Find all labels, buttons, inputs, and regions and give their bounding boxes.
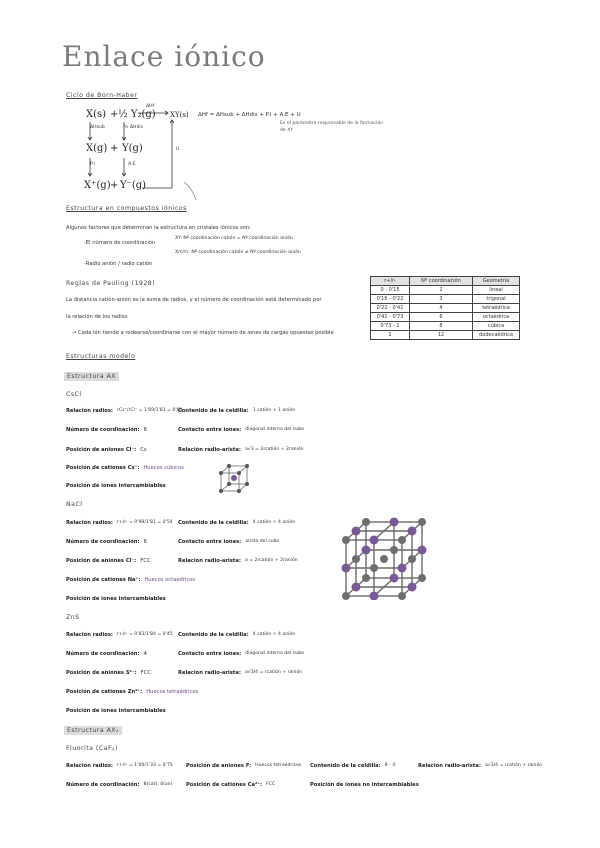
zns-contenido (178, 632, 295, 638)
label: Relación radio-arista: (178, 558, 241, 564)
label: Contenido de la celdilla: (310, 763, 381, 769)
value: FCC (140, 558, 151, 564)
caf2-intercambiables: Posición de iones no intercambiables (310, 782, 419, 788)
pauling-line1: La distancia catión-anión es la suma de radios, y el número de coordinación está determinado por (66, 297, 322, 303)
value: Cs (140, 447, 147, 453)
bh-y-gas: Y(g) (122, 143, 143, 154)
label: Posición de cationes Zn²⁺: (66, 689, 143, 695)
value: 1 catión + 1 anión (252, 408, 296, 413)
bh-x-ion: X⁺(g) (84, 180, 111, 191)
bh-y2-gas: ½ Y₂(g) (118, 109, 156, 120)
label: Contenido de la celdilla: (178, 520, 249, 526)
nacl-lattice-diagram (338, 514, 430, 600)
nacl-contenido (178, 520, 295, 526)
nacl-intercambiables: Posición de iones intercambiables (66, 596, 166, 602)
nacl-cationes (66, 577, 195, 583)
table-cell: tetraédrica (473, 304, 520, 313)
tab-estructura-ax2: Estructura AX₂ (64, 726, 122, 735)
table-cell: 0'15 - 0'22 (371, 295, 410, 304)
table-cell: octaédrica (473, 313, 520, 322)
label: Contacto entre iones: (178, 539, 242, 545)
label: Posición de cationes Ca²⁺: (186, 782, 263, 788)
table-row (371, 304, 520, 313)
label: Número de coordinación: (66, 782, 140, 788)
value: r+/r- = 0'83/1'84 = 0'45 (116, 632, 173, 637)
zns-aniones (66, 670, 151, 676)
value: 8 - 4 (384, 763, 396, 768)
value: 4 (143, 651, 147, 657)
table-row (371, 313, 520, 322)
table-row (371, 295, 520, 304)
value: FCC (266, 782, 276, 787)
zns-radio-arista (178, 670, 302, 676)
coordination-table-container (370, 276, 520, 340)
table-cell: dodecaédrica (473, 331, 520, 340)
label: Número de coordinación: (66, 427, 140, 433)
label: Contacto entre iones: (178, 651, 242, 657)
value: 4 catión + 4 anión (252, 632, 296, 637)
caf2-radio-arista (418, 763, 542, 769)
table-cell: 6 (410, 313, 473, 322)
caf2-contenido (310, 763, 395, 769)
zns-nc (66, 651, 147, 657)
label: Posición de cationes Cs⁺: (66, 465, 140, 471)
zns-intercambiables: Posición de iones intercambiables (66, 708, 166, 714)
estructura-item1: -El número de coordinación (84, 240, 156, 246)
bh-u: U (176, 147, 180, 152)
value: a = 2rcatión + 2ranión (244, 558, 298, 563)
zns-contacto (178, 651, 304, 657)
table-cell: 0'73 - 1 (371, 322, 410, 331)
bh-y-ion: Y⁻(g) (120, 180, 147, 191)
nacl-aniones (66, 558, 150, 564)
table-cell: 3 (410, 295, 473, 304)
estructura-heading: Estructura en compuestos iónicos (66, 205, 187, 212)
value: 8 (143, 427, 147, 433)
value: 6 (143, 539, 147, 545)
cscl-radio-arista (178, 447, 304, 453)
table-cell: 0'41 - 0'73 (371, 313, 410, 322)
label: Contacto entre iones: (178, 427, 242, 433)
bh-equation: ΔHf = ΔHsub + ΔHdis + P.I + A.E + U (198, 112, 301, 118)
table-header: r+/r- (371, 277, 410, 286)
bh-plus-1: + (110, 109, 119, 120)
value: a√3/4 = rcatión + ranión (484, 763, 543, 768)
pauling-line3: → Cada ión tiende a rodearse/coordinarse con el mayor número de iones de cargas opuestas posible (72, 330, 334, 336)
value: arista del cubo (245, 539, 280, 544)
cscl-contacto (178, 427, 304, 433)
table-header: Geometría (473, 277, 520, 286)
estructura-item1-b: XmYn: Nº coordinación catión ≠ Nº coordinación anión (175, 250, 301, 255)
bh-dhdis: ½ ΔHdis (124, 125, 144, 130)
estructura-item2: -Radio anión / radio catión (84, 261, 153, 267)
value: a√3/4 = rcatión + ranión (244, 670, 303, 675)
decorative-curve (182, 180, 202, 202)
table-cell: lineal (473, 286, 520, 295)
cscl-nc (66, 427, 147, 433)
value: rCs⁺/rCl⁻ = 1'69/1'81 = 0'93 (116, 408, 183, 413)
table-cell: 8 (410, 322, 473, 331)
label: Posición de aniones Cl⁻: (66, 558, 137, 564)
caf2-nc (66, 782, 172, 788)
value: 8(cat), 4(an) (143, 782, 173, 787)
label: Contenido de la celdilla: (178, 632, 249, 638)
table-cell: 1 (371, 331, 410, 340)
page-title: Enlace iónico (62, 40, 266, 73)
bh-plus-3: + (110, 180, 119, 191)
bh-x-solid: X(s) (86, 109, 107, 120)
table-cell: cúbica (473, 322, 520, 331)
zns-rr (66, 632, 173, 638)
label: Relación radio-arista: (418, 763, 481, 769)
value: 4 catión + 4 anión (252, 520, 296, 525)
label: Posición de cationes Na⁺: (66, 577, 141, 583)
value: r+/r- = 0'98/1'81 = 0'54 (116, 520, 173, 525)
label: Relación radio-arista: (178, 447, 241, 453)
bh-xy-solid: XY(s) (170, 111, 189, 119)
table-cell: 12 (410, 331, 473, 340)
pauling-line2: la relación de los radios (66, 314, 128, 320)
estructura-item1-a: XY: Nº coordinación catión = Nº coordinación anión (175, 236, 293, 241)
cscl-contenido (178, 408, 295, 414)
label: Número de coordinación: (66, 651, 140, 657)
nacl-nc (66, 539, 147, 545)
value: Huecos tetraédricos (255, 763, 302, 768)
label: Posición de aniones F: (186, 763, 252, 769)
nacl-contacto (178, 539, 279, 545)
cscl-intercambiables: Posición de iones intercambiables (66, 483, 166, 489)
value: r+/r- = 1'00/1'33 = 0'75 (116, 763, 173, 768)
value: Huecos tetraédricos (146, 689, 199, 695)
label: Relación radios: (66, 763, 113, 769)
table-row (371, 322, 520, 331)
table-header-row (371, 277, 520, 286)
bh-note: Es el parámetro responsable de la formación de XY (280, 121, 384, 133)
table-row (371, 331, 520, 340)
bh-dhf: ΔHf (146, 104, 155, 109)
zns-name: ZnS (66, 614, 80, 621)
cscl-aniones (66, 447, 147, 453)
label: Posición de aniones Cl⁻: (66, 447, 137, 453)
value: Huecos cúbicos (143, 465, 184, 471)
zns-cationes (66, 689, 198, 695)
value: diagonal interna del cubo (245, 427, 304, 432)
cscl-cationes (66, 465, 184, 471)
caf2-cationes (186, 782, 275, 788)
bh-plus-2: + (110, 143, 119, 154)
label: Contenido de la celdilla: (178, 408, 249, 414)
tab-estructura-ax: Estructura AX (64, 372, 119, 381)
caf2-rr (66, 763, 173, 769)
table-cell: trigonal (473, 295, 520, 304)
value: Huecos octaédricos (144, 577, 196, 583)
bh-dhsub: ΔHsub (90, 125, 105, 130)
label: Relación radios: (66, 520, 113, 526)
bh-pi: P.I (90, 162, 95, 167)
value: diagonal interna del cubo (245, 651, 304, 656)
nacl-name: NaCl (66, 501, 83, 508)
table-cell: 4 (410, 304, 473, 313)
cscl-rr (66, 408, 182, 414)
nacl-radio-arista (178, 558, 298, 564)
table-cell: 0'22 - 0'41 (371, 304, 410, 313)
value: FCC (140, 670, 151, 676)
bh-x-gas: X(g) (86, 143, 108, 154)
table-row (371, 286, 520, 295)
table-cell: 2 (410, 286, 473, 295)
table-cell: 0 - 0'15 (371, 286, 410, 295)
estructura-intro: Algunos factores que determinan la estructura en cristales iónicos son: (66, 225, 251, 231)
cscl-cell-diagram (218, 464, 250, 494)
caf2-aniones (186, 763, 301, 769)
nacl-rr (66, 520, 173, 526)
coordination-table (370, 276, 520, 340)
label: Relación radio-arista: (178, 670, 241, 676)
label: Relación radios: (66, 408, 113, 414)
label: Posición de aniones S²⁻: (66, 670, 137, 676)
born-haber-heading: Ciclo de Born-Haber (66, 92, 138, 99)
value: a√3 = 2rcatión + 2ranión (244, 447, 304, 452)
bh-ae: A.E (128, 162, 136, 167)
modelo-heading: Estructuras modelo (66, 353, 136, 360)
pauling-heading: Reglas de Pauling (1928) (66, 280, 156, 287)
table-header: Nº coordinación (410, 277, 473, 286)
cscl-name: CsCl (66, 391, 82, 398)
label: Relación radios: (66, 632, 113, 638)
caf2-name: Fluorita (CaF₂) (66, 745, 118, 752)
label: Número de coordinación: (66, 539, 140, 545)
